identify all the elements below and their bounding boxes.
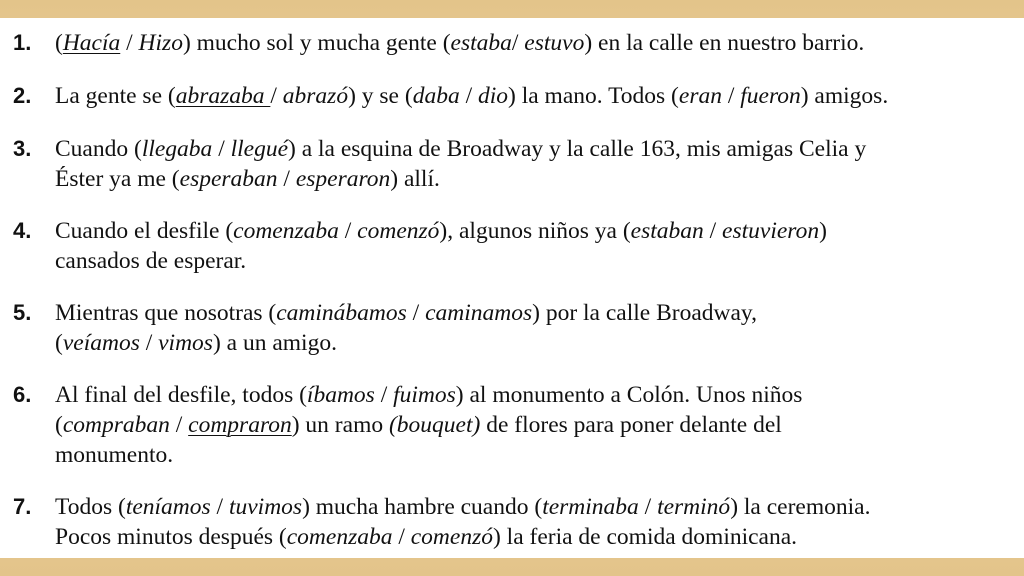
sentence-text: ) por la calle Broadway, bbox=[532, 300, 758, 326]
item-number: 4. bbox=[13, 218, 32, 243]
sentence-text: ( bbox=[55, 30, 63, 56]
sentence-text: ) al monumento a Colón. Unos niños bbox=[455, 382, 803, 408]
sentence-text: Todos ( bbox=[55, 494, 126, 520]
sentence-text: / bbox=[638, 494, 658, 520]
verb-option: caminamos bbox=[425, 300, 533, 326]
sentence-text: ) amigos. bbox=[800, 83, 889, 109]
sentence-text: / bbox=[120, 30, 139, 56]
sentence-text: / bbox=[392, 524, 411, 550]
verb-option: (bouquet) bbox=[388, 412, 481, 438]
verb-option: llegué bbox=[230, 136, 289, 162]
sentence-text: ), algunos niños ya ( bbox=[439, 218, 631, 244]
item-sentence bbox=[55, 134, 1015, 194]
sentence-text: / bbox=[406, 300, 426, 326]
sentence-line bbox=[55, 380, 1015, 410]
verb-option: comenzaba bbox=[233, 218, 339, 244]
item-number: 3. bbox=[13, 136, 32, 161]
verb-option: estaban bbox=[630, 218, 704, 244]
sentence-text: / bbox=[210, 494, 229, 520]
verb-option: terminaba bbox=[542, 494, 639, 520]
sentence-text: / bbox=[721, 83, 741, 109]
sentence-text: de flores para poner delante del bbox=[480, 412, 782, 438]
verb-option: vimos bbox=[158, 330, 213, 356]
sentence-line bbox=[55, 134, 1015, 164]
sentence-line bbox=[55, 298, 1015, 328]
sentence-text: ( bbox=[55, 330, 63, 356]
sentence-line bbox=[55, 246, 1015, 276]
verb-option: caminábamos bbox=[276, 300, 407, 326]
sentence-text: ) a un amigo. bbox=[212, 330, 337, 356]
verb-option: dio bbox=[477, 83, 508, 109]
item-sentence bbox=[55, 28, 1015, 58]
sentence-text: ) en la calle en nuestro barrio. bbox=[584, 30, 865, 56]
item-number: 5. bbox=[13, 300, 32, 325]
sentence-text: / bbox=[374, 382, 394, 408]
sentence-line bbox=[55, 81, 1015, 111]
sentence-text: ) la feria de comida dominicana. bbox=[492, 524, 798, 550]
verb-option: fueron bbox=[740, 83, 801, 109]
item-sentence bbox=[55, 216, 1015, 276]
sentence-line bbox=[55, 164, 1015, 194]
item-sentence bbox=[55, 81, 1015, 111]
sentence-text: Éster ya me ( bbox=[55, 166, 180, 192]
sentence-text: monumento. bbox=[55, 442, 174, 468]
sentence-text: ) mucha hambre cuando ( bbox=[302, 494, 543, 520]
sentence-text: ( bbox=[55, 412, 63, 438]
sentence-text: Pocos minutos después ( bbox=[55, 524, 287, 550]
verb-option: abrazaba bbox=[175, 83, 271, 109]
item-number: 6. bbox=[13, 382, 32, 407]
verb-option: eran bbox=[678, 83, 722, 109]
sentence-text: / bbox=[703, 218, 723, 244]
item-sentence bbox=[55, 298, 1015, 358]
sentence-text: ) un ramo bbox=[291, 412, 389, 438]
verb-option: comenzó bbox=[357, 218, 440, 244]
sentence-text: Mientras que nosotras ( bbox=[55, 300, 277, 326]
sentence-text: / bbox=[270, 83, 283, 109]
verb-option: llegaba bbox=[141, 136, 213, 162]
worksheet bbox=[0, 18, 1024, 558]
sentence-text: / bbox=[511, 30, 525, 56]
sentence-line bbox=[55, 410, 1015, 440]
sentence-line bbox=[55, 28, 1015, 58]
sentence-line bbox=[55, 216, 1015, 246]
verb-option: íbamos bbox=[306, 382, 375, 408]
sentence-text: Cuando el desfile ( bbox=[55, 218, 234, 244]
verb-option: estaba bbox=[450, 30, 512, 56]
sentence-text: / bbox=[338, 218, 358, 244]
verb-option: esperaron bbox=[295, 166, 391, 192]
sentence-text: ) mucho sol y mucha gente ( bbox=[182, 30, 451, 56]
sentence-text: ) a la esquina de Broadway y la calle 163, mis amigas Celia y bbox=[288, 136, 867, 162]
item-number: 2. bbox=[13, 83, 32, 108]
sentence-text: / bbox=[459, 83, 478, 109]
verb-option: teníamos bbox=[125, 494, 211, 520]
verb-option: Hizo bbox=[138, 30, 183, 56]
verb-option: comenzó bbox=[410, 524, 493, 550]
verb-option: esperaban bbox=[179, 166, 278, 192]
sentence-line bbox=[55, 440, 1015, 470]
sentence-text: Cuando ( bbox=[55, 136, 142, 162]
sentence-line bbox=[55, 328, 1015, 358]
sentence-text: cansados de esperar. bbox=[55, 248, 247, 274]
sentence-text: La gente se ( bbox=[55, 83, 176, 109]
verb-option: estuvo bbox=[524, 30, 585, 56]
sentence-line bbox=[55, 492, 1015, 522]
verb-option: fuimos bbox=[393, 382, 456, 408]
sentence-text: / bbox=[139, 330, 159, 356]
verb-option: estuvieron bbox=[722, 218, 820, 244]
verb-option: tuvimos bbox=[228, 494, 303, 520]
sentence-line bbox=[55, 522, 1015, 552]
sentence-text: ) y se ( bbox=[348, 83, 413, 109]
item-sentence bbox=[55, 380, 1015, 470]
item-number: 1. bbox=[13, 30, 32, 55]
sentence-text: / bbox=[212, 136, 231, 162]
verb-option: terminó bbox=[657, 494, 731, 520]
sentence-text: ) la ceremonia. bbox=[730, 494, 871, 520]
verb-option: veíamos bbox=[62, 330, 140, 356]
verb-option: daba bbox=[412, 83, 460, 109]
sentence-text: ) la mano. Todos ( bbox=[508, 83, 679, 109]
item-sentence bbox=[55, 492, 1015, 552]
sentence-text: / bbox=[169, 412, 189, 438]
item-number: 7. bbox=[13, 494, 32, 519]
sentence-text: ) allí. bbox=[390, 166, 440, 192]
sentence-text: / bbox=[277, 166, 296, 192]
verb-option: comenzaba bbox=[286, 524, 393, 550]
verb-option: abrazó bbox=[282, 83, 349, 109]
verb-option: Hacía bbox=[62, 30, 121, 56]
sentence-text: ) bbox=[819, 218, 827, 244]
verb-option: compraban bbox=[62, 412, 170, 438]
sentence-text: Al final del desfile, todos ( bbox=[55, 382, 307, 408]
verb-option: compraron bbox=[188, 412, 292, 438]
